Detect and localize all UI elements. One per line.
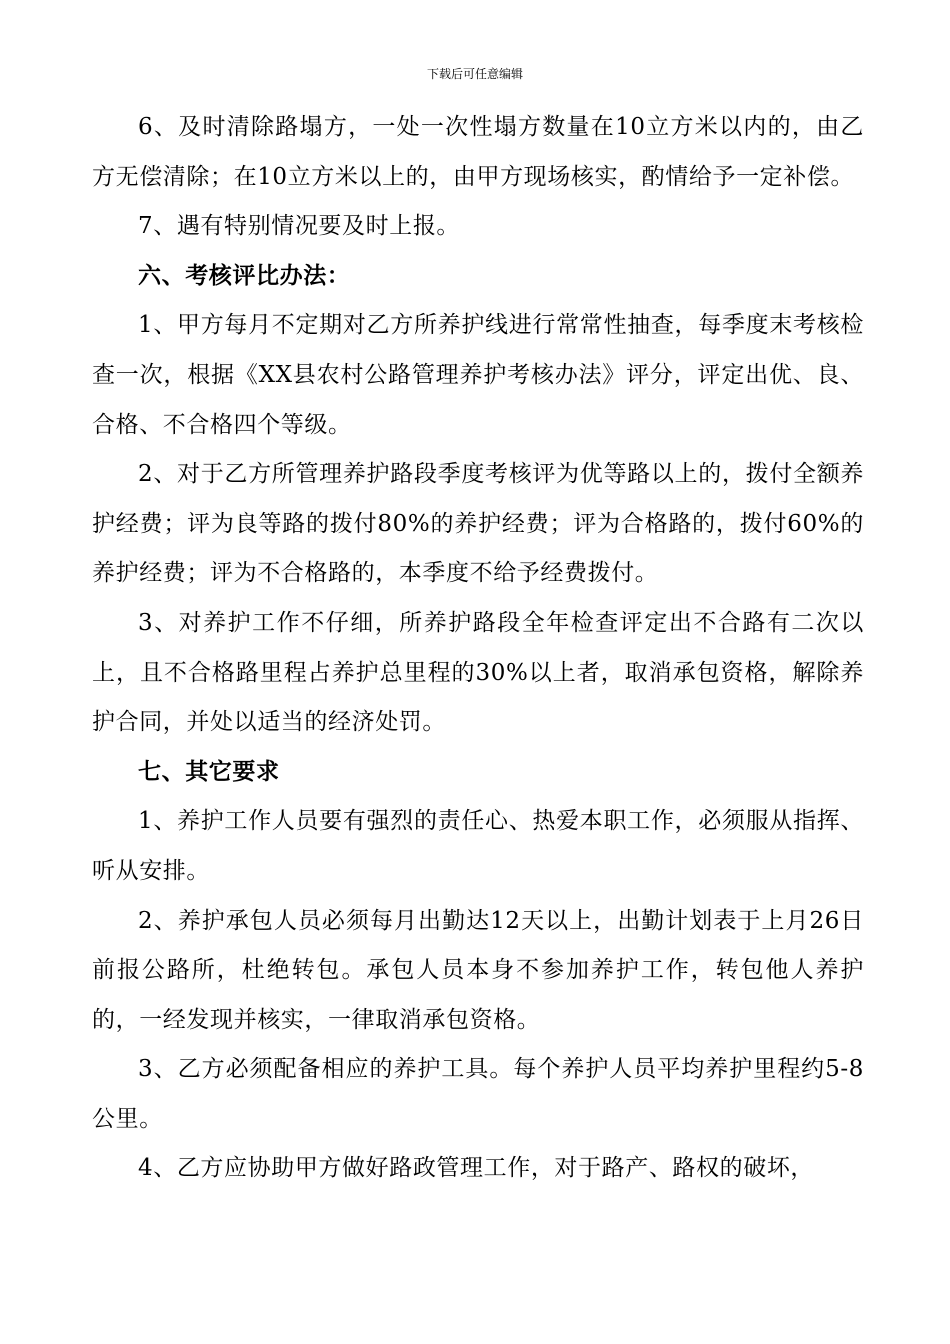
page-header-note: 下载后可任意编辑 bbox=[426, 67, 523, 81]
clause-6-road-collapse: 6、及时清除路塌方，一处一次性塌方数量在10立方米以内的，由乙方无偿清除；在10立方米以上的，由甲方现场核实，酌情给予一定补偿。 bbox=[92, 114, 864, 190]
requirement-clause-2: 2、养护承包人员必须每月出勤达12天以上，出勤计划表于上月26日前报公路所，杜绝转包。承包人员本身不参加养护工作，转包他人养护的，一经发现并核实，一律取消承包资格。 bbox=[92, 907, 864, 1033]
assessment-clause-3: 3、对养护工作不仔细，所养护路段全年检查评定出不合路有二次以上，且不合格路里程占养护总里程的30%以上者，取消承包资格，解除养护合同，并处以适当的经济处罚。 bbox=[92, 609, 864, 736]
section-heading-other-requirements: 七、其它要求 bbox=[138, 758, 280, 785]
requirement-clause-3: 3、乙方必须配备相应的养护工具。每个养护人员平均养护里程约5-8公里。 bbox=[92, 1056, 864, 1132]
section-heading-assessment: 六、考核评比办法： bbox=[138, 262, 351, 289]
document-body bbox=[92, 103, 864, 1194]
assessment-clause-2: 2、对于乙方所管理养护路段季度考核评为优等路以上的，拨付全额养护经费；评为良等路的拨付80%的养护经费；评为合格路的，拨付60%的养护经费；评为不合格路的，本季度不给予经费拨付。 bbox=[92, 461, 864, 587]
assessment-clause-1: 1、甲方每月不定期对乙方所养护线进行常常性抽查，每季度末考核检查一次，根据《XX县农村公路管理养护考核办法》评分，评定出优、良、合格、不合格四个等级。 bbox=[92, 312, 864, 438]
clause-7-report: 7、遇有特别情况要及时上报。 bbox=[138, 213, 461, 240]
requirement-clause-4: 4、乙方应协助甲方做好路政管理工作，对于路产、路权的破坏， bbox=[138, 1155, 815, 1182]
requirement-clause-1: 1、养护工作人员要有强烈的责任心、热爱本职工作，必须服从指挥、听从安排。 bbox=[92, 808, 864, 884]
